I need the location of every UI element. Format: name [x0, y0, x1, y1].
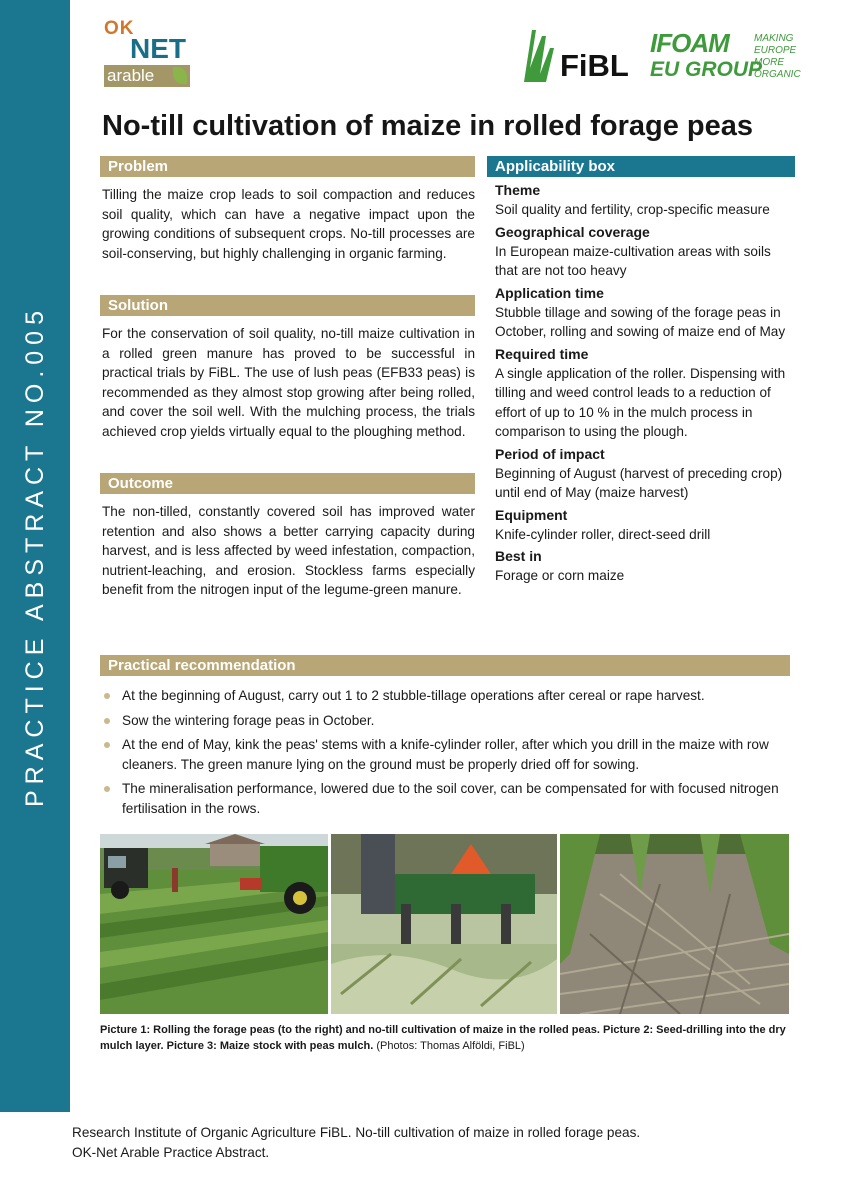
applicability-item [495, 283, 795, 342]
bullet-icon [104, 742, 110, 748]
ifoam-tagline [754, 33, 801, 81]
applicability-label: Period of impact [495, 445, 605, 462]
oknet-arable-logo [104, 18, 194, 85]
ifoam-tag-line: EUROPE [754, 45, 797, 56]
list-item [100, 686, 790, 706]
recommendation-text: At the end of May, kink the peas' stems with a knife-cylinder roller, after which you drill in the maize with row cleaners. The green manure lying on the ground must be properly dried off for sowing. [122, 737, 769, 772]
problem-heading: Problem [100, 156, 475, 177]
ifoam-eu-group-text: EU GROUP [650, 58, 763, 81]
applicability-text: Stubble tillage and sowing of the forage peas in October, rolling and sowing of maize end of May [495, 304, 786, 339]
ifoam-tag-line: MAKING [754, 33, 794, 44]
oknet-ok-text: OK [104, 18, 135, 39]
list-item [100, 779, 790, 818]
ifoam-eu-logo [650, 28, 820, 88]
sidebar-band [0, 0, 70, 1112]
applicability-text: A single application of the roller. Dispensing with tilling and weed control leads to a reduction of effort of up to 10 % in the mulch process in comparison to using the plough. [495, 365, 786, 439]
photo-caption [100, 1022, 790, 1054]
footer [72, 1123, 772, 1163]
outcome-heading: Outcome [100, 473, 475, 494]
ifoam-tag-line: MORE [754, 57, 784, 68]
leaf-icon [173, 67, 187, 84]
oknet-arable-text: arable [107, 66, 155, 85]
recommendation-text: Sow the wintering forage peas in October. [122, 712, 375, 728]
applicability-label: Geographical coverage [495, 223, 650, 240]
outcome-text: The non-tilled, constantly covered soil has improved water retention and also shows a better carrying capacity during harvest, and is less affected by weed infestation, compaction, nutrient-leaching, and erosion. Stockless farms especially benefit from the nitrogen input of the legume-green manure. [102, 504, 475, 597]
applicability-label: Best in [495, 548, 542, 564]
ifoam-tag-line: ORGANIC [754, 69, 801, 80]
page-title: No-till cultivation of maize in rolled forage peas [102, 110, 753, 142]
applicability-label: Application time [495, 284, 604, 301]
fibl-logo [520, 22, 630, 84]
applicability-text: Beginning of August (harvest of preceding crop) until end of May (maize harvest) [495, 465, 783, 500]
caption-credit: (Photos: Thomas Alföldi, FiBL) [373, 1040, 525, 1052]
problem-text: Tilling the maize crop leads to soil compaction and reduces soil quality, which can have a negative impact upon the growing conditions of subsequent crops. No-till processes are soil-conserving, but highly challenging in organic farming. [102, 187, 475, 261]
footer-line: Research Institute of Organic Agriculture FiBL. No-till cultivation of maize in rolled forage peas. [72, 1125, 641, 1140]
solution-heading: Solution [100, 295, 475, 316]
ifoam-text: IFOAM [650, 28, 729, 58]
applicability-box [495, 180, 795, 588]
list-item [100, 711, 790, 731]
recommendation-list [100, 686, 790, 823]
list-item [100, 735, 790, 774]
bullet-icon [104, 693, 110, 699]
fibl-text: FiBL [560, 48, 629, 83]
applicability-label: Equipment [495, 506, 568, 523]
photo-seed-drilling [331, 834, 557, 1014]
applicability-item [495, 180, 795, 220]
oknet-arable-band [104, 65, 190, 87]
applicability-text: Forage or corn maize [495, 568, 625, 583]
applicability-item [495, 505, 795, 545]
recommendation-text: At the beginning of August, carry out 1 to 2 stubble-tillage operations after cereal or rape harvest. [122, 688, 705, 703]
photo-rolling-peas [100, 834, 328, 1014]
bullet-icon [104, 786, 110, 792]
fibl-mark-icon [520, 22, 560, 84]
applicability-item [495, 222, 795, 281]
bullet-icon [104, 718, 110, 724]
applicability-heading: Applicability box [487, 156, 795, 177]
applicability-item [495, 344, 795, 442]
caption-text: Picture 1: Rolling the forage peas (to the right) and no-till cultivation of maize in the rolled peas. Picture 2: Seed-drilling into the dry mulch layer. Picture 3: Maize stock with peas mulch. [100, 1024, 786, 1052]
recommendation-heading: Practical recommendation [100, 655, 790, 676]
applicability-label: Required time [495, 345, 589, 362]
applicability-item [495, 546, 795, 586]
footer-line: OK-Net Arable Practice Abstract. [72, 1145, 270, 1160]
sidebar-label: PRACTICE ABSTRACT NO.005 [21, 305, 49, 807]
applicability-text: In European maize-cultivation areas with soils that are not too heavy [495, 243, 771, 278]
applicability-item [495, 444, 795, 503]
applicability-text: Knife-cylinder roller, direct-seed drill [495, 526, 711, 542]
solution-text: For the conservation of soil quality, no-till maize cultivation in a rolled green manure has proved to be successful in practical trials by FiBL. The use of lush peas (EFB33 peas) is recommended as they almost stop growing after being rolled, and cover the soil well. With the mulching process, the trials achieved crop yields virtually equal to the ploughing method. [102, 326, 475, 439]
applicability-text: Soil quality and fertility, crop-specific measure [495, 202, 770, 217]
recommendation-text: The mineralisation performance, lowered due to the soil cover, can be compensated for with focused nitrogen fertilisation in the rows. [122, 781, 779, 816]
applicability-label: Theme [495, 182, 541, 198]
oknet-net-text: NET [130, 33, 186, 64]
photo-maize-mulch [560, 834, 789, 1014]
